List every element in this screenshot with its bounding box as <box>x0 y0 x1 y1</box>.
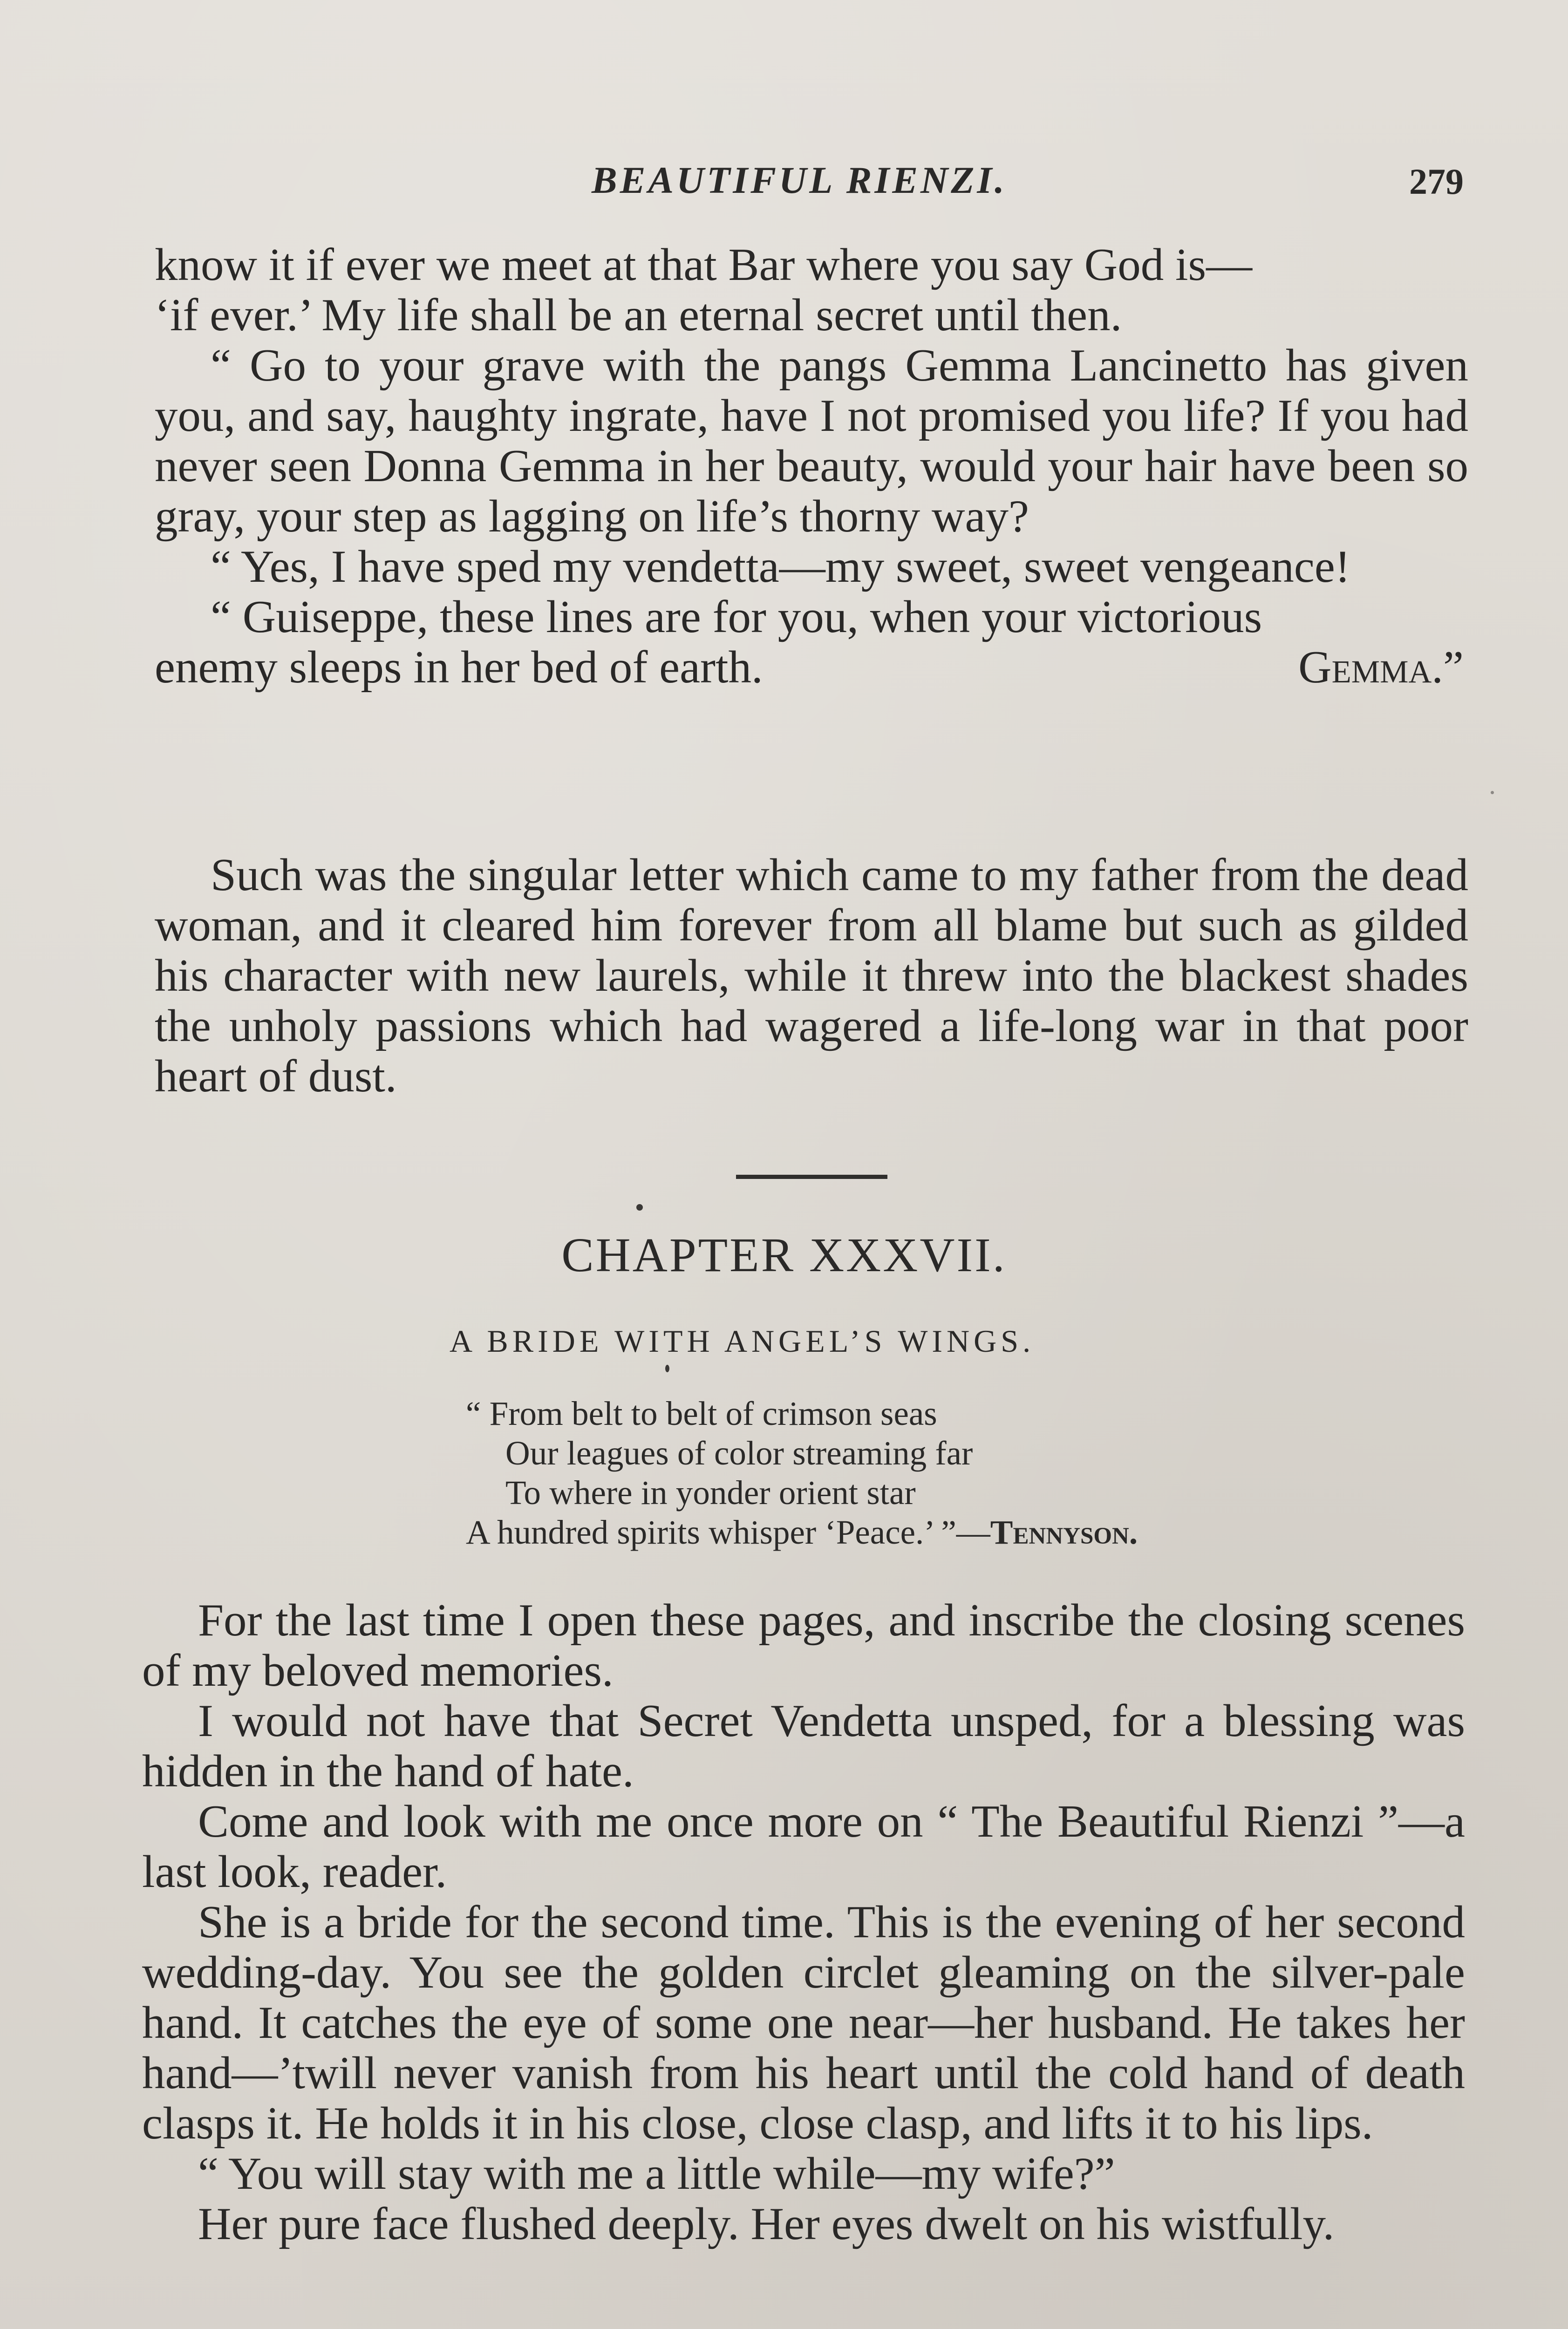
running-header-title: BEAUTIFUL RIENZI. <box>592 159 1007 201</box>
epigraph-line: A hundred spirits whisper ‘Peace.’ ”— <box>466 1513 990 1551</box>
letter-text-block <box>155 240 1468 693</box>
signature-line <box>155 642 1468 693</box>
epigraph-line: “ From belt to belt of crimson seas <box>466 1395 937 1432</box>
paragraph: Such was the singular letter which came to my father from the dead woman, and it cleared him forever from all blame but such as gilded his character with new laurels, while it threw into the blackest shades the unholy passions which had wagered a life-long war in that poor heart of dust. <box>155 850 1468 1102</box>
paragraph: “ Guiseppe, these lines are for you, when your victorious <box>211 592 1262 642</box>
paragraph: Her pure face flushed deeply. Her eyes dwelt on his wistfully. <box>198 2199 1335 2249</box>
paper-speck <box>665 1365 669 1372</box>
paper-speck <box>636 1204 643 1211</box>
epigraph <box>466 1394 1398 1552</box>
text-line: ‘if ever.’ My life shall be an eternal secret until then. <box>155 290 1122 340</box>
epigraph-line: To where in yonder orient star <box>505 1474 916 1512</box>
epigraph-line: Our leagues of color streaming far <box>505 1434 973 1472</box>
paragraph: “ Go to your grave with the pangs Gemma Lancinetto has given you, and say, haughty ingrate, have I not promised you life? If you had never seen Donna Gemma in her beauty, would your hair have been so gray, your step as lagging on life’s thorny way? <box>155 340 1468 542</box>
page-number: 279 <box>1409 161 1464 202</box>
text-line: enemy sleeps in her bed of earth. <box>155 642 763 693</box>
chapter-title: CHAPTER XXXVII. <box>561 1228 1007 1282</box>
section-divider <box>736 1175 887 1179</box>
text-line: know it if ever we meet at that Bar where you say God is— <box>155 239 1253 290</box>
paragraph: For the last time I open these pages, and inscribe the closing scenes of my beloved memories. <box>142 1595 1465 1696</box>
paragraph: “ Yes, I have sped my vendetta—my sweet, sweet vengeance! <box>211 541 1350 592</box>
paragraph: She is a bride for the second time. This is the evening of her second wedding-day. You see the golden circlet gleaming on the silver-pale hand. It catches the eye of some one near—her husband. He takes her hand—’twill never vanish from his heart until the cold hand of death clasps it. He holds it in his close, close clasp, and lifts it to his lips. <box>142 1897 1465 2149</box>
paper-speck <box>1491 791 1494 794</box>
letter-signature: Gemma.” <box>1298 642 1464 693</box>
epigraph-attribution: Tennyson. <box>990 1513 1138 1551</box>
paragraph: I would not have that Secret Vendetta unsped, for a blessing was hidden in the hand of hate. <box>142 1696 1465 1797</box>
chapter-text-block <box>142 1595 1465 2249</box>
paragraph: “ You will stay with me a little while—my wife?” <box>198 2148 1115 2199</box>
chapter-subtitle: A BRIDE WITH ANGEL’S WINGS. <box>450 1323 1035 1359</box>
paragraph: Come and look with me once more on “ The Beautiful Rienzi ”—a last look, reader. <box>142 1796 1465 1897</box>
narrative-text-block <box>155 850 1468 1102</box>
epigraph-last-line <box>466 1512 1398 1552</box>
